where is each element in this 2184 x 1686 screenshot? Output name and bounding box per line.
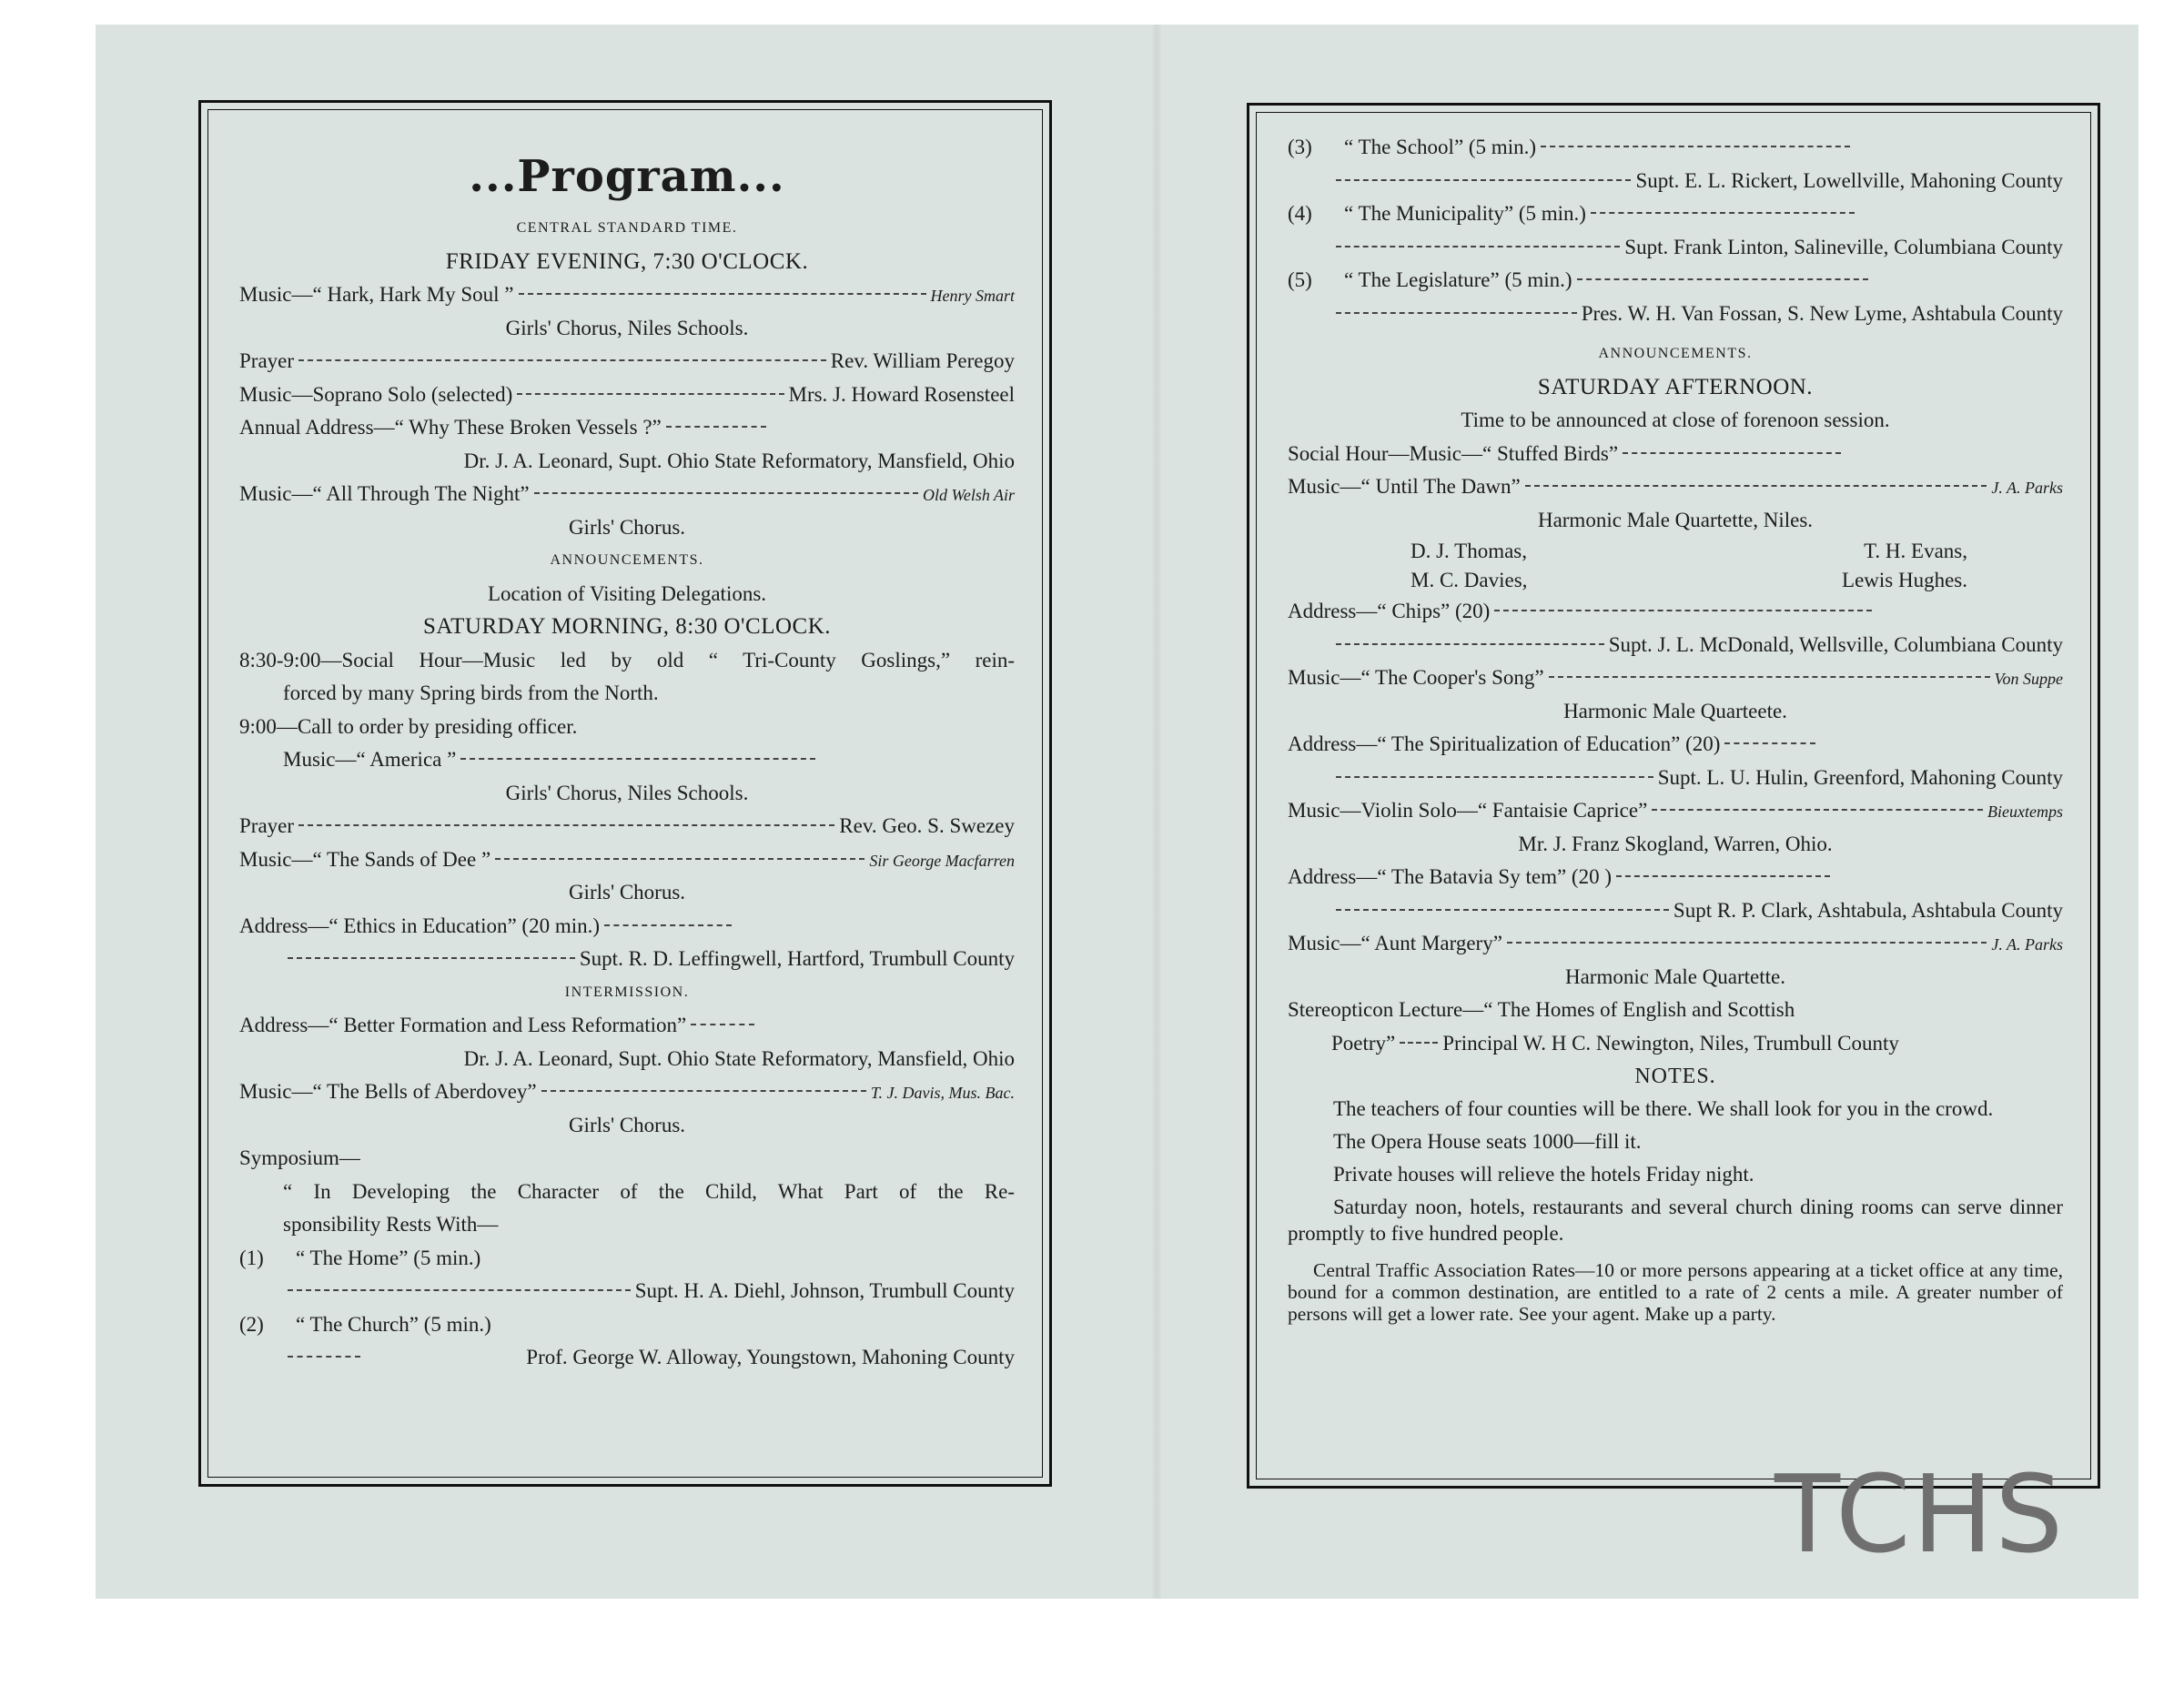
- quartette-row: D. J. Thomas, T. H. Evans,: [1410, 540, 1967, 562]
- program-line: Music—“ The Cooper's Song” Von Suppe: [1288, 666, 2063, 689]
- social-hour-line: 8:30-9:00—Social Hour—Music led by old “ Tri-County Goslings,” rein-: [239, 648, 1015, 671]
- performer-line: Girls' Chorus.: [568, 1113, 686, 1136]
- performer-line: Girls' Chorus.: [568, 515, 686, 539]
- symposium-speaker: Pres. W. H. Van Fossan, S. New Lyme, Ashtabula County: [1288, 298, 2063, 331]
- speaker-line: Supt. R. D. Leffingwell, Hartford, Trumbull County: [239, 943, 1015, 976]
- symposium-topic: (1) “ The Home” (5 min.): [239, 1246, 481, 1269]
- program-line: Social Hour—Music—“ Stuffed Birds”: [1288, 438, 2063, 471]
- speaker-line: Dr. J. A. Leonard, Supt. Ohio State Reformatory, Mansfield, Ohio: [463, 449, 1015, 472]
- intermission-label: INTERMISSION.: [564, 984, 690, 1000]
- program-line: Prayer Rev. Geo. S. Swezey: [239, 814, 1015, 837]
- program-line: Music—“ All Through The Night” Old Welsh Air: [239, 482, 1015, 505]
- program-line: Stereopticon Lecture—“ The Homes of English and Scottish: [1288, 998, 1795, 1021]
- performer-line: Girls' Chorus, Niles Schools.: [505, 316, 749, 339]
- tchs-watermark: TCHS: [1774, 1451, 2066, 1577]
- program-line: Address—“ Better Formation and Less Reformation”: [239, 1009, 1015, 1043]
- center-fold: [1151, 25, 1162, 1599]
- symposium-speaker: Supt. H. A. Diehl, Johnson, Trumbull County: [239, 1275, 1015, 1308]
- performer-line: Girls' Chorus.: [568, 881, 686, 904]
- rates-paragraph: Central Traffic Association Rates—10 or more persons appearing at a ticket office at any time, bound for a common destination, are entitled to a rate of 2 cents a mile. A greater number of persons will get a lower rate. See your agent. Make up a party.: [1288, 1258, 2063, 1325]
- program-line: Address—“ The Batavia Sy tem” (20 ): [1288, 861, 2063, 894]
- call-to-order-line: 9:00—Call to order by presiding officer.: [239, 714, 578, 738]
- symposium-label: Symposium—: [239, 1146, 360, 1169]
- performer-line: Harmonic Male Quartette, Niles.: [1537, 508, 1814, 531]
- symposium-topic: (5) “ The Legislature” (5 min.): [1288, 264, 2063, 298]
- announcements-label: ANNOUNCEMENTS.: [550, 552, 704, 568]
- social-hour-line-2: forced by many Spring birds from the North.: [283, 681, 659, 704]
- symposium-topic: (3) “ The School” (5 min.): [1288, 131, 2063, 165]
- symposium-question: “ In Developing the Character of the Child, What Part of the Re-: [283, 1179, 1015, 1203]
- note-paragraph: The Opera House seats 1000—fill it.: [1333, 1129, 1642, 1153]
- friday-heading: FRIDAY EVENING, 7:30 O'CLOCK.: [445, 248, 809, 274]
- right-column: [1288, 131, 2063, 1325]
- speaker-line: Supt R. P. Clark, Ashtabula, Ashtabula County: [1288, 894, 2063, 928]
- program-line: Music—“ America ”: [239, 743, 1015, 777]
- note-paragraph: The teachers of four counties will be there. We shall look for you in the crowd.: [1333, 1096, 1994, 1120]
- speaker-line: Poetry” Principal W. H C. Newington, Niles, Trumbull County: [1331, 1031, 1899, 1055]
- speaker-line: Supt. L. U. Hulin, Greenford, Mahoning County: [1288, 762, 2063, 795]
- right-program-panel: [1247, 103, 2100, 1489]
- location-line: Location of Visiting Delegations.: [487, 581, 767, 605]
- symposium-topic: (4) “ The Municipality” (5 min.): [1288, 197, 2063, 231]
- speaker-line: Dr. J. A. Leonard, Supt. Ohio State Reformatory, Mansfield, Ohio: [463, 1046, 1015, 1070]
- quartette-row: M. C. Davies, Lewis Hughes.: [1410, 569, 1967, 591]
- symposium-speaker: Supt. Frank Linton, Salineville, Columbiana County: [1288, 231, 2063, 265]
- note-paragraph: Saturday noon, hotels, restaurants and several church dining rooms can serve dinner promptly to five hundred people.: [1288, 1195, 2063, 1245]
- symposium-question-2: sponsibility Rests With—: [283, 1213, 499, 1236]
- program-line: Address—“ Chips” (20): [1288, 595, 2063, 629]
- program-line: Music—Violin Solo—“ Fantaisie Caprice” Bieuxtemps: [1288, 799, 2063, 822]
- program-line: Music—“ Aunt Margery” J. A. Parks: [1288, 932, 2063, 954]
- program-title: ...Program...: [469, 151, 785, 202]
- speaker-line: Supt. J. L. McDonald, Wellsville, Columbiana County: [1288, 629, 2063, 662]
- performer-line: Girls' Chorus, Niles Schools.: [505, 781, 749, 804]
- announcements-label: ANNOUNCEMENTS.: [1598, 346, 1753, 361]
- performer-line: Harmonic Male Quartette.: [1564, 964, 1786, 988]
- left-column: [239, 141, 1015, 1375]
- timezone-label: CENTRAL STANDARD TIME.: [516, 220, 738, 236]
- program-line: Address—“ The Spiritualization of Education” (20): [1288, 728, 2063, 762]
- program-line: Address—“ Ethics in Education” (20 min.): [239, 910, 1015, 944]
- saturday-afternoon-heading: SATURDAY AFTERNOON.: [1537, 374, 1814, 399]
- left-program-panel: [198, 100, 1052, 1487]
- program-line: Music—“ Hark, Hark My Soul ” Henry Smart: [239, 283, 1015, 306]
- symposium-speaker: Supt. E. L. Rickert, Lowellville, Mahoning County: [1288, 165, 2063, 198]
- saturday-morning-heading: SATURDAY MORNING, 8:30 O'CLOCK.: [422, 614, 832, 639]
- symposium-topic: (2) “ The Church” (5 min.): [239, 1312, 491, 1336]
- program-line: Music—“ The Sands of Dee ” Sir George Macfarren: [239, 847, 1015, 871]
- program-line: Music—“ Until The Dawn” J. A. Parks: [1288, 475, 2063, 498]
- symposium-speaker: Prof. George W. Alloway, Youngstown, Mahoning County: [239, 1341, 1015, 1375]
- note-paragraph: Private houses will relieve the hotels Friday night.: [1333, 1162, 1754, 1186]
- program-line: Music—Soprano Solo (selected) Mrs. J. Howard Rosensteel: [239, 382, 1015, 406]
- performer-line: Harmonic Male Quarteete.: [1563, 699, 1787, 722]
- notes-heading: NOTES.: [1634, 1065, 1716, 1088]
- time-note: Time to be announced at close of forenoon session.: [1461, 409, 1890, 431]
- program-line: Music—“ The Bells of Aberdovey” T. J. Davis, Mus. Bac.: [239, 1080, 1015, 1103]
- program-line: Annual Address—“ Why These Broken Vessels ?”: [239, 411, 1015, 445]
- performer-line: Mr. J. Franz Skogland, Warren, Ohio.: [1518, 832, 1833, 855]
- program-line: Prayer Rev. William Peregoy: [239, 349, 1015, 372]
